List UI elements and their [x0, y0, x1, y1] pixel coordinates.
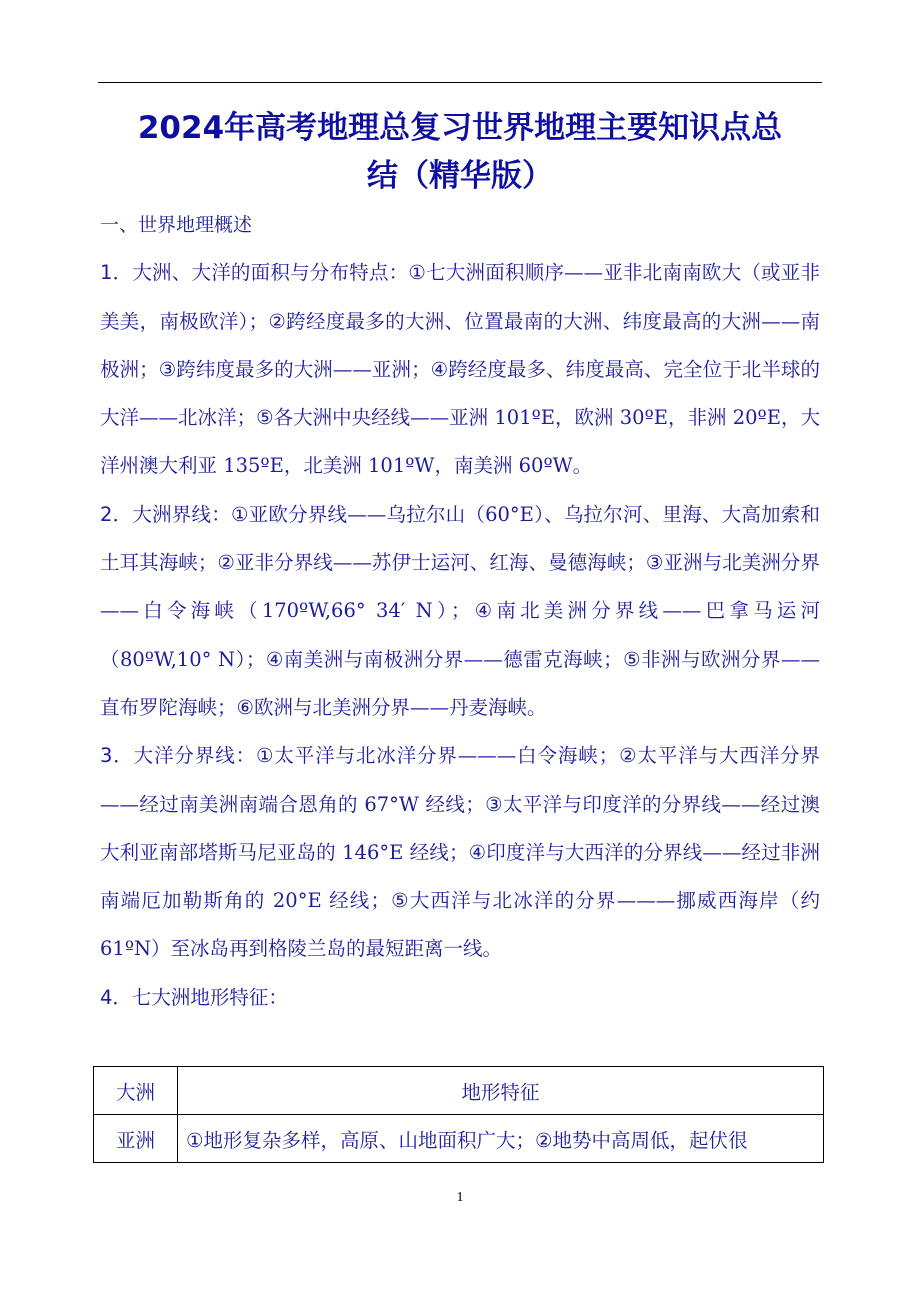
section-heading: 一、世界地理概述 — [100, 214, 253, 236]
table-cell-feature: ①地形复杂多样，高原、山地面积广大；②地势中高周低，起伏很 — [178, 1115, 824, 1163]
paragraph-terrain-heading: 4．七大洲地形特征： — [100, 985, 288, 1009]
paragraph-ocean-boundaries: 3．大洋分界线：①太平洋与北冰洋分界———白令海峡；②太平洋与大西洋分界——经过南美洲南端合恩角的 67°W 经线；③太平洋与印度洋的分界线——经过澳大利亚南部塔斯马尼亚岛的 146°E 经线；④印度洋与大西洋的分界线——经过非洲南端厄加勒斯角的 20°E 经线；⑤大西洋与北冰洋的分界———挪威西海岸（约 61ºN）至冰岛再到格陵兰岛的最短距离一线。 — [100, 744, 821, 961]
document-body — [100, 201, 820, 1022]
table-cell-continent: 亚洲 — [94, 1115, 178, 1163]
paragraph-continent-boundaries: 2．大洲界线：①亚欧分界线——乌拉尔山（60°E）、乌拉尔河、里海、大高加索和土耳其海峡；②亚非分界线——苏伊士运河、红海、曼德海峡；③亚洲与北美洲分界——白令海峡（170ºW,66° 34′ N）；④南北美洲分界线——巴拿马运河（80ºW,10° N）；④南美洲与南极洲分界——德雷克海峡；⑤非洲与欧洲分界——直布罗陀海峡；⑥欧洲与北美洲分界——丹麦海峡。 — [100, 502, 821, 719]
header-rule — [98, 82, 822, 83]
title-line-2: 结（精华版） — [367, 158, 553, 194]
terrain-table — [93, 1066, 824, 1163]
title-line-1: 2024年高考地理总复习世界地理主要知识点总 — [137, 110, 783, 146]
table-row — [94, 1115, 824, 1163]
terrain-table-wrapper — [93, 1066, 824, 1163]
document-title — [98, 104, 822, 200]
paragraph-continents-oceans: 1．大洲、大洋的面积与分布特点：①七大洲面积顺序——亚非北南南欧大（或亚非美美，南极欧洋）；②跨经度最多的大洲、位置最南的大洲、纬度最高的大洲——南极洲；③跨纬度最多的大洲——亚洲；④跨经度最多、纬度最高、完全位于北半球的大洋——北冰洋；⑤各大洲中央经线——亚洲 101ºE，欧洲 30ºE，非洲 20ºE，大洋州澳大利亚 135ºE，北美洲 101ºW，南美洲 60ºW。 — [100, 261, 820, 478]
table-header-terrain: 地形特征 — [178, 1067, 824, 1115]
page-number: 1 — [456, 1190, 464, 1205]
table-header-continent: 大洲 — [94, 1067, 178, 1115]
table-header-row — [94, 1067, 824, 1115]
